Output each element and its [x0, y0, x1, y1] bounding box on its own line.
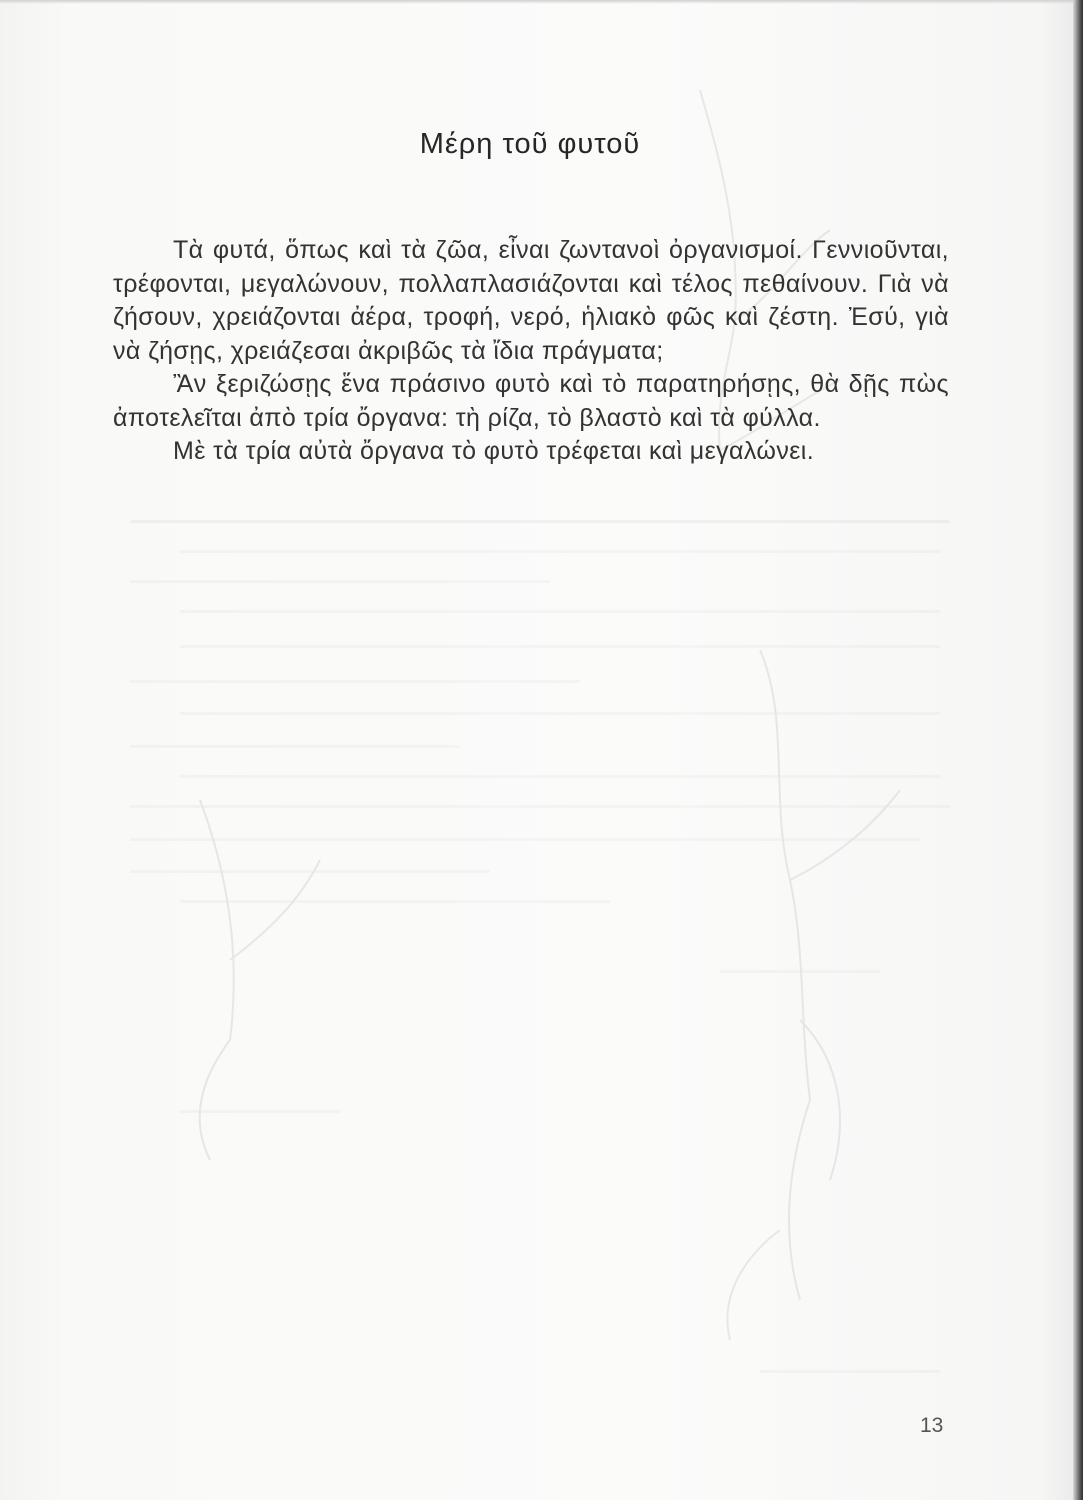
paragraph: Μὲ τὰ τρία αὐτὰ ὄργανα τὸ φυτὸ τρέφεται καὶ μεγαλώνει.	[173, 437, 815, 465]
page-number: 13	[920, 1414, 944, 1437]
paragraph: Ἂν ξεριζώσῃς ἕνα πράσινο φυτὸ καὶ τὸ παρατηρήσῃς, θὰ δῇς πὼς ἀποτελεῖται ἀπὸ τρία ὄργανα: τὴ ρίζα, τὸ βλαστὸ καὶ τὰ φύλλα.	[113, 370, 949, 432]
paragraph: Τὰ φυτά, ὅπως καὶ τὰ ζῶα, εἶναι ζωντανοὶ ὀργανισμοί. Γεννιοῦνται, τρέφονται, μεγαλώνουν, πολλαπλασιάζονται καὶ τέλος πεθαίνουν. Γιὰ νὰ ζήσουν, χρειάζονται ἀέρα, τροφή, νερό, ἡλιακὸ φῶς καὶ ζέστη. Ἐσύ, γιὰ νὰ ζήσῃς, χρειάζεσαι ἀκριβῶς τὰ ἴδια πράγματα;	[113, 236, 949, 365]
page-title: Μέρη τοῦ φυτοῦ	[419, 128, 641, 160]
body-text	[113, 234, 949, 469]
